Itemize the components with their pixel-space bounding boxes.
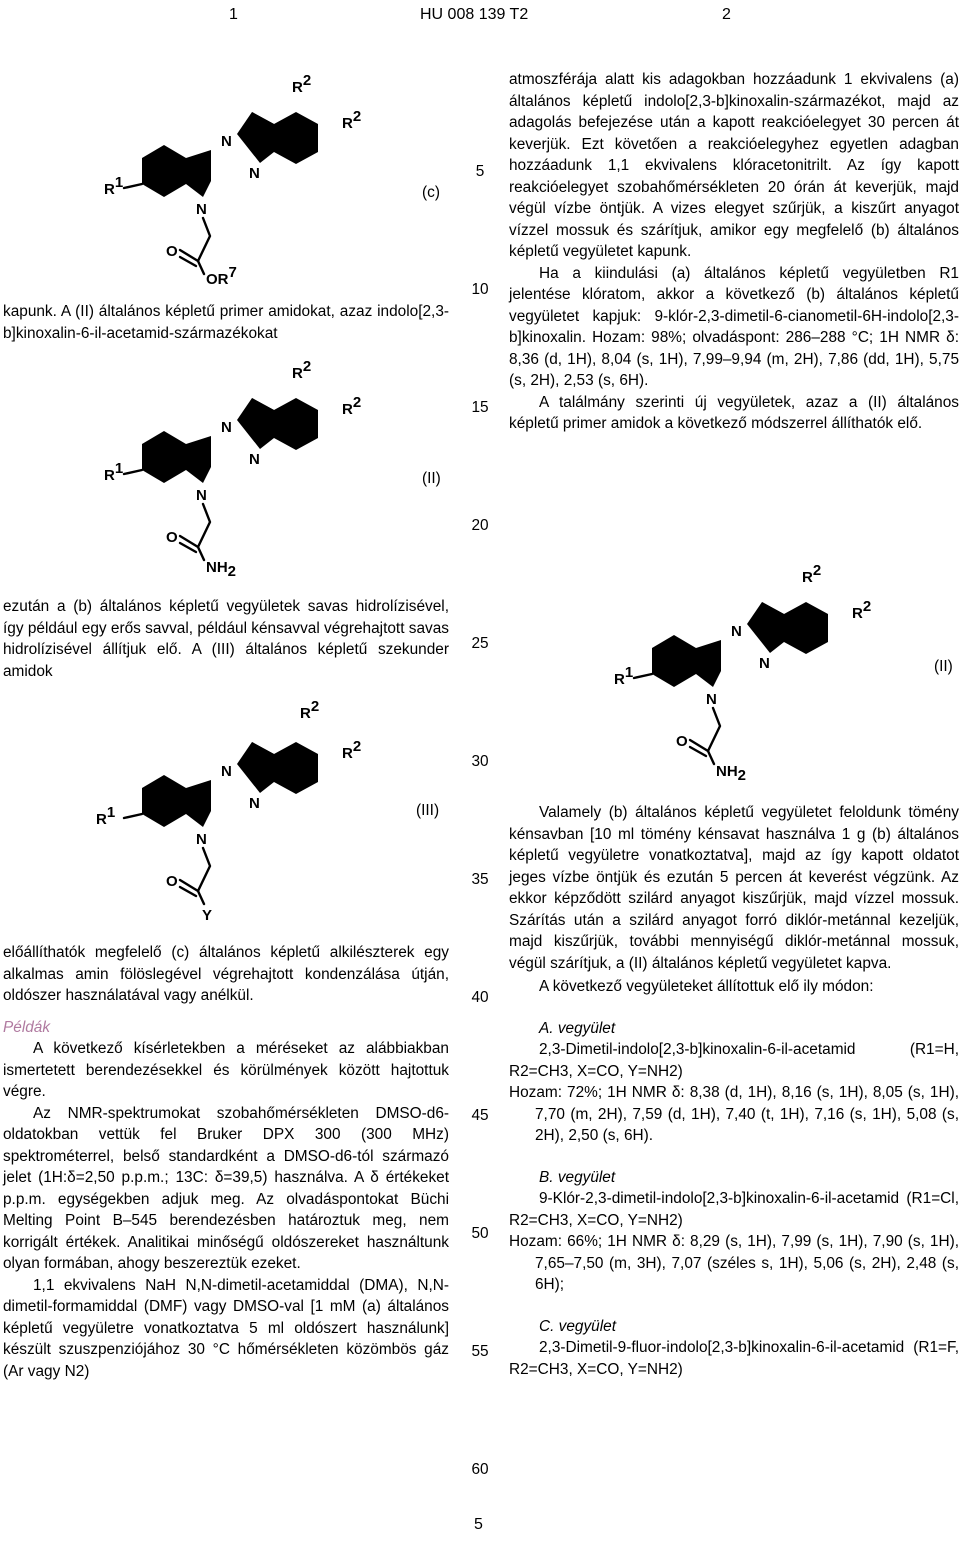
compound-c-name: 2,3-Dimetil-9-fluor-indolo[2,3-b]kinoxalin-6-il-acetamid (R1=F, R2=CH3, X=CO, Y=NH2) xyxy=(509,1339,959,1378)
left-paragraph-6: 1,1 ekvivalens NaH N,N-dimetil-acetamiddal (DMA), N,N-dimetil-formamiddal (DMF) vagy DMSO-val [1 mM (a) általános képletű vegyületre vonatkoztatva 5 ml oldószert használunk] készült szuszpenziójához 30 °C hőmérsékleten közömbös gáz (Ar vagy N2) xyxy=(3,1276,449,1380)
o-atom: O xyxy=(166,873,178,890)
r2-label: R2 xyxy=(342,394,362,418)
compound-a-data: Hozam: 72%; 1H NMR δ: 8,38 (d, 1H), 8,16 (s, 1H), 8,05 (s, 1H), 7,70 (m, 2H), 7,59 (d, 1H), 7,40 (t, 1H), 7,16 (s, 1H), 5,08 (s, 2H), 2,50 (s, 6H). xyxy=(509,1084,959,1144)
formula-label-III: (III) xyxy=(416,802,440,819)
line-number: 20 xyxy=(471,517,489,534)
n-atom: N xyxy=(221,763,232,780)
n-atom: N xyxy=(196,831,207,848)
n-atom: N xyxy=(249,795,260,812)
r2-label: R2 xyxy=(802,562,822,586)
nh2-label: NH2 xyxy=(206,559,237,580)
formula-label-II: (II) xyxy=(422,470,441,487)
n-atom: N xyxy=(731,623,742,640)
r1-label: R1 xyxy=(96,804,116,828)
or7-label: OR7 xyxy=(206,264,237,288)
page-number-left: 1 xyxy=(229,6,238,23)
line-number: 50 xyxy=(471,1225,489,1242)
n-atom: N xyxy=(759,655,770,672)
line-number: 40 xyxy=(471,989,489,1006)
right-paragraph-2: Ha a kiindulási (a) általános képletű vegyületben R1 jelentése klóratom, akkor a következő (b) általános képletű vegyületet kapjuk: 9-klór-2,3-dimetil-6-cianometil-6H-indolo[2,3-b]kinoxalin. Hozam: 98%; olvadáspont: 286–288 °C; 1H NMR δ: 8,36 (d, 1H), 8,04 (s, 1H), 7,99–9,94 (m, 2H), 7,86 (dd, 1H), 5,75 (s, 2H), 2,53 (s, 6H). xyxy=(509,264,959,389)
r1-label: R1 xyxy=(104,460,124,484)
structure-II-right xyxy=(614,562,872,784)
left-paragraph-1: kapunk. A (II) általános képletű primer amidokat, azaz indolo[2,3-b]kinoxalin-6-il-acetamid-származékokat xyxy=(3,303,449,342)
r2-label: R2 xyxy=(292,72,312,96)
o-atom: O xyxy=(166,529,178,546)
left-paragraph-4: A következő kísérletekben a méréseket az alábbiakban ismertetett berendezésekkel és körülmények között hajtottuk végre. xyxy=(3,1040,449,1100)
right-paragraph-3: A találmány szerinti új vegyületek, azaz a (II) általános képletű primer amidok a következő módszerrel állíthatók elő. xyxy=(509,393,959,432)
r1-label: R1 xyxy=(614,664,634,688)
left-paragraph-2: ezután a (b) általános képletű vegyületek savas hidrolízisével, így például egy erős savval, például kénsavval végrehajtott savas hidrolízisével állítjuk elő. A (III) általános képletű szekunder amidok xyxy=(3,598,449,680)
compound-a-name: 2,3-Dimetil-indolo[2,3-b]kinoxalin-6-il-acetamid (R1=H, R2=CH3, X=CO, Y=NH2) xyxy=(509,1041,959,1080)
y-label: Y xyxy=(202,907,213,924)
nh2-label: NH2 xyxy=(716,763,747,784)
n-atom: N xyxy=(249,451,260,468)
n-atom: N xyxy=(196,487,207,504)
line-number: 5 xyxy=(475,163,485,180)
r2-label: R2 xyxy=(852,598,872,622)
line-number: 35 xyxy=(471,871,489,888)
page-number-right: 2 xyxy=(722,6,731,23)
right-column-upper xyxy=(509,69,959,435)
formula-label-c: (c) xyxy=(422,184,440,201)
r2-label: R2 xyxy=(292,358,312,382)
r2-label: R2 xyxy=(300,698,320,722)
n-atom: N xyxy=(221,419,232,436)
right-paragraph-5: A következő vegyületeket állítottuk elő ily módon: xyxy=(539,978,874,995)
footer-page-number: 5 xyxy=(474,1516,483,1533)
line-number: 25 xyxy=(471,635,489,652)
right-paragraph-1: atmoszférája alatt kis adagokban hozzáadunk 1 ekvivalens (a) általános képletű indolo[2,3-b]kinoxalin-származékot, majd az adagolás befejezése után a kapott reakcióelegyet 30 percen át keverjük. Ezt követően a reakcióelegyhez egyetlen adagban hozzáadunk 1,1 ekvivalens klóracetonitrilt. Az így kapott reakcióelegyet szobahőmérsékleten 20 órán át keverjük, majd végül vízbe öntjük. A vizes elegyet szűrjük, a kiszűrt anyagot vízzel mossuk és szárítjuk, amikor egy megfelelő (b) általános képletű vegyületet kapunk. xyxy=(509,71,959,260)
n-atom: N xyxy=(196,201,207,218)
line-number: 15 xyxy=(471,399,489,416)
r2-label: R2 xyxy=(342,108,362,132)
line-number: 45 xyxy=(471,1107,489,1124)
compound-b-data: Hozam: 66%; 1H NMR δ: 8,29 (s, 1H), 7,99 (s, 1H), 7,90 (s, 1H), 7,65–7,50 (m, 3H), 7,07 (széles s, 1H), 5,06 (s, 2H), 2,48 (s, 6H); xyxy=(509,1233,959,1293)
right-column-lower xyxy=(509,802,959,1380)
line-number: 55 xyxy=(471,1343,489,1360)
structure-c xyxy=(104,72,362,288)
compound-c-title: C. vegyület xyxy=(539,1317,616,1335)
patent-number: HU 008 139 T2 xyxy=(420,6,529,23)
line-number: 10 xyxy=(471,281,489,298)
o-atom: O xyxy=(166,243,178,260)
r1-label: R1 xyxy=(104,174,124,198)
n-atom: N xyxy=(706,691,717,708)
o-atom: O xyxy=(676,733,688,750)
right-paragraph-4: Valamely (b) általános képletű vegyületet feloldunk tömény kénsavban [10 ml tömény kénsavat használva 1 g (b) általános képletű vegyületre vonatkoztatva], majd az így kapott oldatot jeges vízbe öntjük és ezután 5 percen át keverést végzünk. Az ekkor képződött szilárd anyagot kiszűrjük, majd vízzel mossuk. Szárítás után a szilárd anyagot forró diklór-metánnal kezeljük, majd kiszűrjük, további mennyiségű diklór-metánnal mossuk, végül szárítjuk, a (II) általános képletű vegyületet kapva. xyxy=(509,804,959,972)
r2-label: R2 xyxy=(342,738,362,762)
n-atom: N xyxy=(249,165,260,182)
line-number: 60 xyxy=(471,1461,489,1478)
n-atom: N xyxy=(221,133,232,150)
compound-a-title: A. vegyület xyxy=(539,1019,616,1037)
compound-b-name: 9-Klór-2,3-dimetil-indolo[2,3-b]kinoxalin-6-il-acetamid (R1=Cl, R2=CH3, X=CO, Y=NH2) xyxy=(509,1190,959,1229)
left-column-lower xyxy=(3,942,449,1382)
structure-III xyxy=(96,698,362,926)
structure-II-left xyxy=(104,358,362,580)
left-paragraph-3: előállíthatók megfelelő (c) általános képletű alkilészterek egy alkalmas amin fölöslegével végrehajtott kondenzálása útján, oldószer használatával vagy anélkül. xyxy=(3,944,449,1004)
examples-heading: Példák xyxy=(3,1018,51,1036)
left-paragraph-5: Az NMR-spektrumokat szobahőmérsékleten DMSO-d6-oldatokban vettük fel Bruker DPX 300 (300 MHz) spektrométerrel, belső standardként a DMSO-d6-tól származó jelet (1H:δ=2,50 p.p.m.; 13C: δ=39,5) használva. A δ értékeket p.p.m. egységekben adjuk meg. Az olvadáspontokat Büchi Melting Point B–545 berendezésben határoztuk meg, nem korrigált értékek. Analitikai minőségű oldószereket használtunk olyan formában, ahogy beszereztük ezeket. xyxy=(3,1104,449,1272)
formula-label-II-right: (II) xyxy=(934,658,953,675)
compound-b-title: B. vegyület xyxy=(539,1168,616,1186)
line-number: 30 xyxy=(471,753,489,770)
